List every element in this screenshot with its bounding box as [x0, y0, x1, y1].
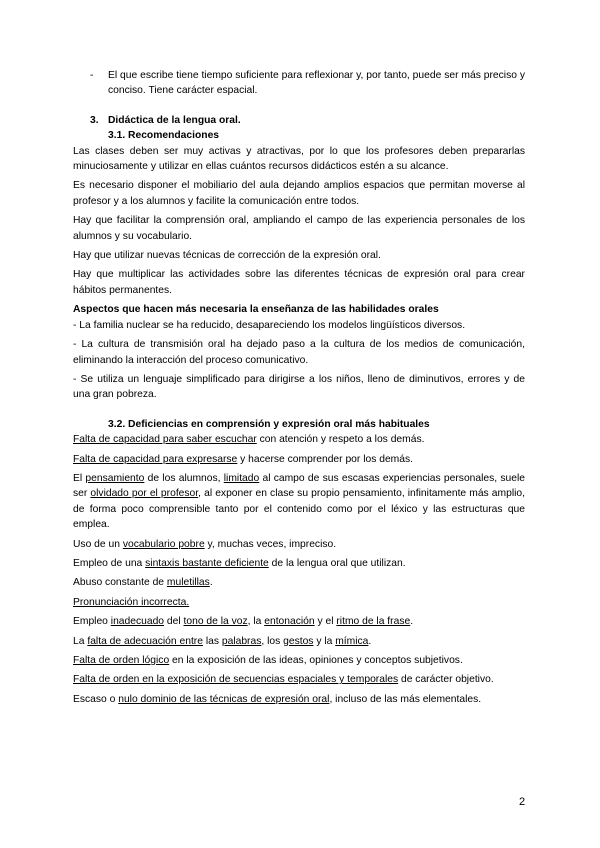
text-span: y hacerse comprender por los demás.: [237, 453, 413, 465]
text-span: Abuso constante de: [73, 577, 167, 589]
text-span: Uso de un: [73, 538, 123, 550]
text-span: Escaso o: [73, 693, 119, 705]
deficiency-paragraph: [73, 692, 525, 707]
text-span: .: [410, 616, 414, 628]
deficiency-paragraph: [73, 595, 525, 610]
text-span: La: [73, 635, 88, 647]
paragraph: Hay que facilitar la comprensión oral, ampliando el campo de las experiencia personales de los alumnos y su vocabulario.: [73, 215, 525, 242]
underlined-phrase: ritmo de la frase: [336, 616, 411, 628]
underlined-phrase: pensamiento: [85, 472, 145, 484]
underlined-phrase: palabras: [221, 635, 262, 647]
deficiency-paragraph: [73, 672, 525, 687]
section-heading: [90, 113, 525, 128]
underlined-phrase: inadecuado: [110, 616, 165, 628]
page-content: [73, 68, 525, 711]
text-span: de los alumnos,: [144, 472, 224, 484]
subsection-heading-deficiencies: 3.2. Deficiencias en comprensión y expresión oral más habituales: [108, 418, 430, 430]
text-span: del: [164, 616, 184, 628]
text-span: Empleo de una: [73, 557, 146, 569]
deficiency-paragraph: [73, 432, 525, 447]
underlined-phrase: nulo dominio de las técnicas de expresión oral: [118, 693, 330, 705]
text-span: de carácter objetivo.: [398, 674, 494, 686]
paragraph: Es necesario disponer el mobiliario del aula dejando amplios espacios que permitan moverse al profesor y a los alumnos y facilite la comunicación entre todos.: [73, 180, 525, 207]
underlined-phrase: Falta de capacidad para expresarse: [73, 453, 238, 465]
deficiency-paragraph: [73, 471, 525, 533]
bullet-text: El que escribe tiene tiempo suficiente para reflexionar y, por tanto, puede ser más preciso y conciso. Tiene carácter espacial.: [108, 70, 525, 97]
underlined-phrase: muletillas: [166, 577, 210, 589]
deficiency-paragraph: [73, 653, 525, 668]
bullet-marker: -: [90, 70, 94, 81]
aspect-item: - La familia nuclear se ha reducido, desapareciendo los modelos lingüísticos diversos.: [73, 319, 466, 331]
underlined-phrase: olvidado por el profesor: [90, 488, 199, 500]
deficiency-paragraph: [73, 452, 525, 467]
paragraph: Hay que utilizar nuevas técnicas de corrección de la expresión oral.: [73, 250, 381, 262]
aspect-item: - La cultura de transmisión oral ha dejado paso a la cultura de los medios de comunicación, eliminando la interacción del proceso comunicativo.: [73, 339, 525, 366]
deficiency-paragraph: [73, 575, 525, 590]
deficiency-paragraph: [73, 556, 525, 571]
subsection-heading-recommendations: 3.1. Recomendaciones: [108, 130, 220, 142]
text-span: , la: [247, 616, 265, 628]
text-span: en la exposición de las ideas, opiniones y conceptos subjetivos.: [169, 655, 463, 666]
underlined-phrase: Falta de orden en la exposición de secuencias espaciales y temporales: [73, 674, 399, 686]
deficiency-paragraph: [73, 634, 525, 649]
aspects-heading: Aspectos que hacen más necesaria la enseñanza de las habilidades orales: [73, 304, 439, 316]
aspect-item: - Se utiliza un lenguaje simplificado para dirigirse a los niños, lleno de diminutivos, errores y de una gran pobreza.: [73, 373, 525, 401]
deficiency-paragraph: [73, 537, 525, 552]
underlined-phrase: Pronunciación incorrecta.: [73, 596, 190, 608]
text-span: y la: [313, 635, 336, 647]
bullet-item: [90, 68, 525, 99]
underlined-phrase: vocabulario pobre: [122, 538, 205, 550]
text-span: , los: [261, 635, 284, 647]
text-span: y el: [314, 616, 337, 628]
underlined-phrase: falta de adecuación entre: [87, 635, 203, 647]
underlined-phrase: Falta de orden lógico: [73, 655, 170, 666]
text-span: , incluso de las más elementales.: [329, 693, 482, 705]
paragraph: Hay que multiplicar las actividades sobre las diferentes técnicas de expresión oral para crear hábitos permanentes.: [73, 269, 525, 296]
section-number: 3.: [90, 114, 99, 126]
underlined-phrase: mímica: [335, 635, 369, 647]
text-span: El: [73, 472, 86, 484]
text-span: Empleo: [73, 616, 111, 628]
underlined-phrase: entonación: [264, 616, 315, 628]
underlined-phrase: limitado: [223, 472, 260, 484]
paragraph: Las clases deben ser muy activas y atractivas, por lo que los profesores deben prepararlas minuciosamente y utilizar en ellas cuántos recursos didácticos estén a su alcance.: [73, 145, 525, 173]
text-span: al campo de sus escasas experiencias personales, suele ser: [73, 472, 525, 500]
underlined-phrase: Falta de capacidad para saber escuchar: [73, 434, 257, 446]
text-span: con atención y respeto a los demás.: [256, 434, 425, 446]
text-span: .: [368, 635, 372, 647]
text-span: de la lengua oral que utilizan.: [268, 557, 406, 569]
section-title: Didáctica de la lengua oral.: [108, 114, 241, 126]
deficiency-paragraph: [73, 614, 525, 629]
text-span: las: [202, 635, 222, 647]
text-span: y, muchas veces, impreciso.: [204, 538, 337, 550]
page-number: 2: [519, 796, 526, 808]
underlined-phrase: sintaxis bastante deficiente: [145, 557, 269, 569]
text-span: , al exponer en clase su propio pensamiento, infinitamente más amplio, de forma poco comprensible tanto por el contenido como por el léxico y las estructuras que emplea.: [73, 488, 525, 531]
text-span: .: [209, 577, 213, 589]
underlined-phrase: gestos: [283, 635, 314, 647]
underlined-phrase: tono de la voz: [183, 616, 248, 628]
